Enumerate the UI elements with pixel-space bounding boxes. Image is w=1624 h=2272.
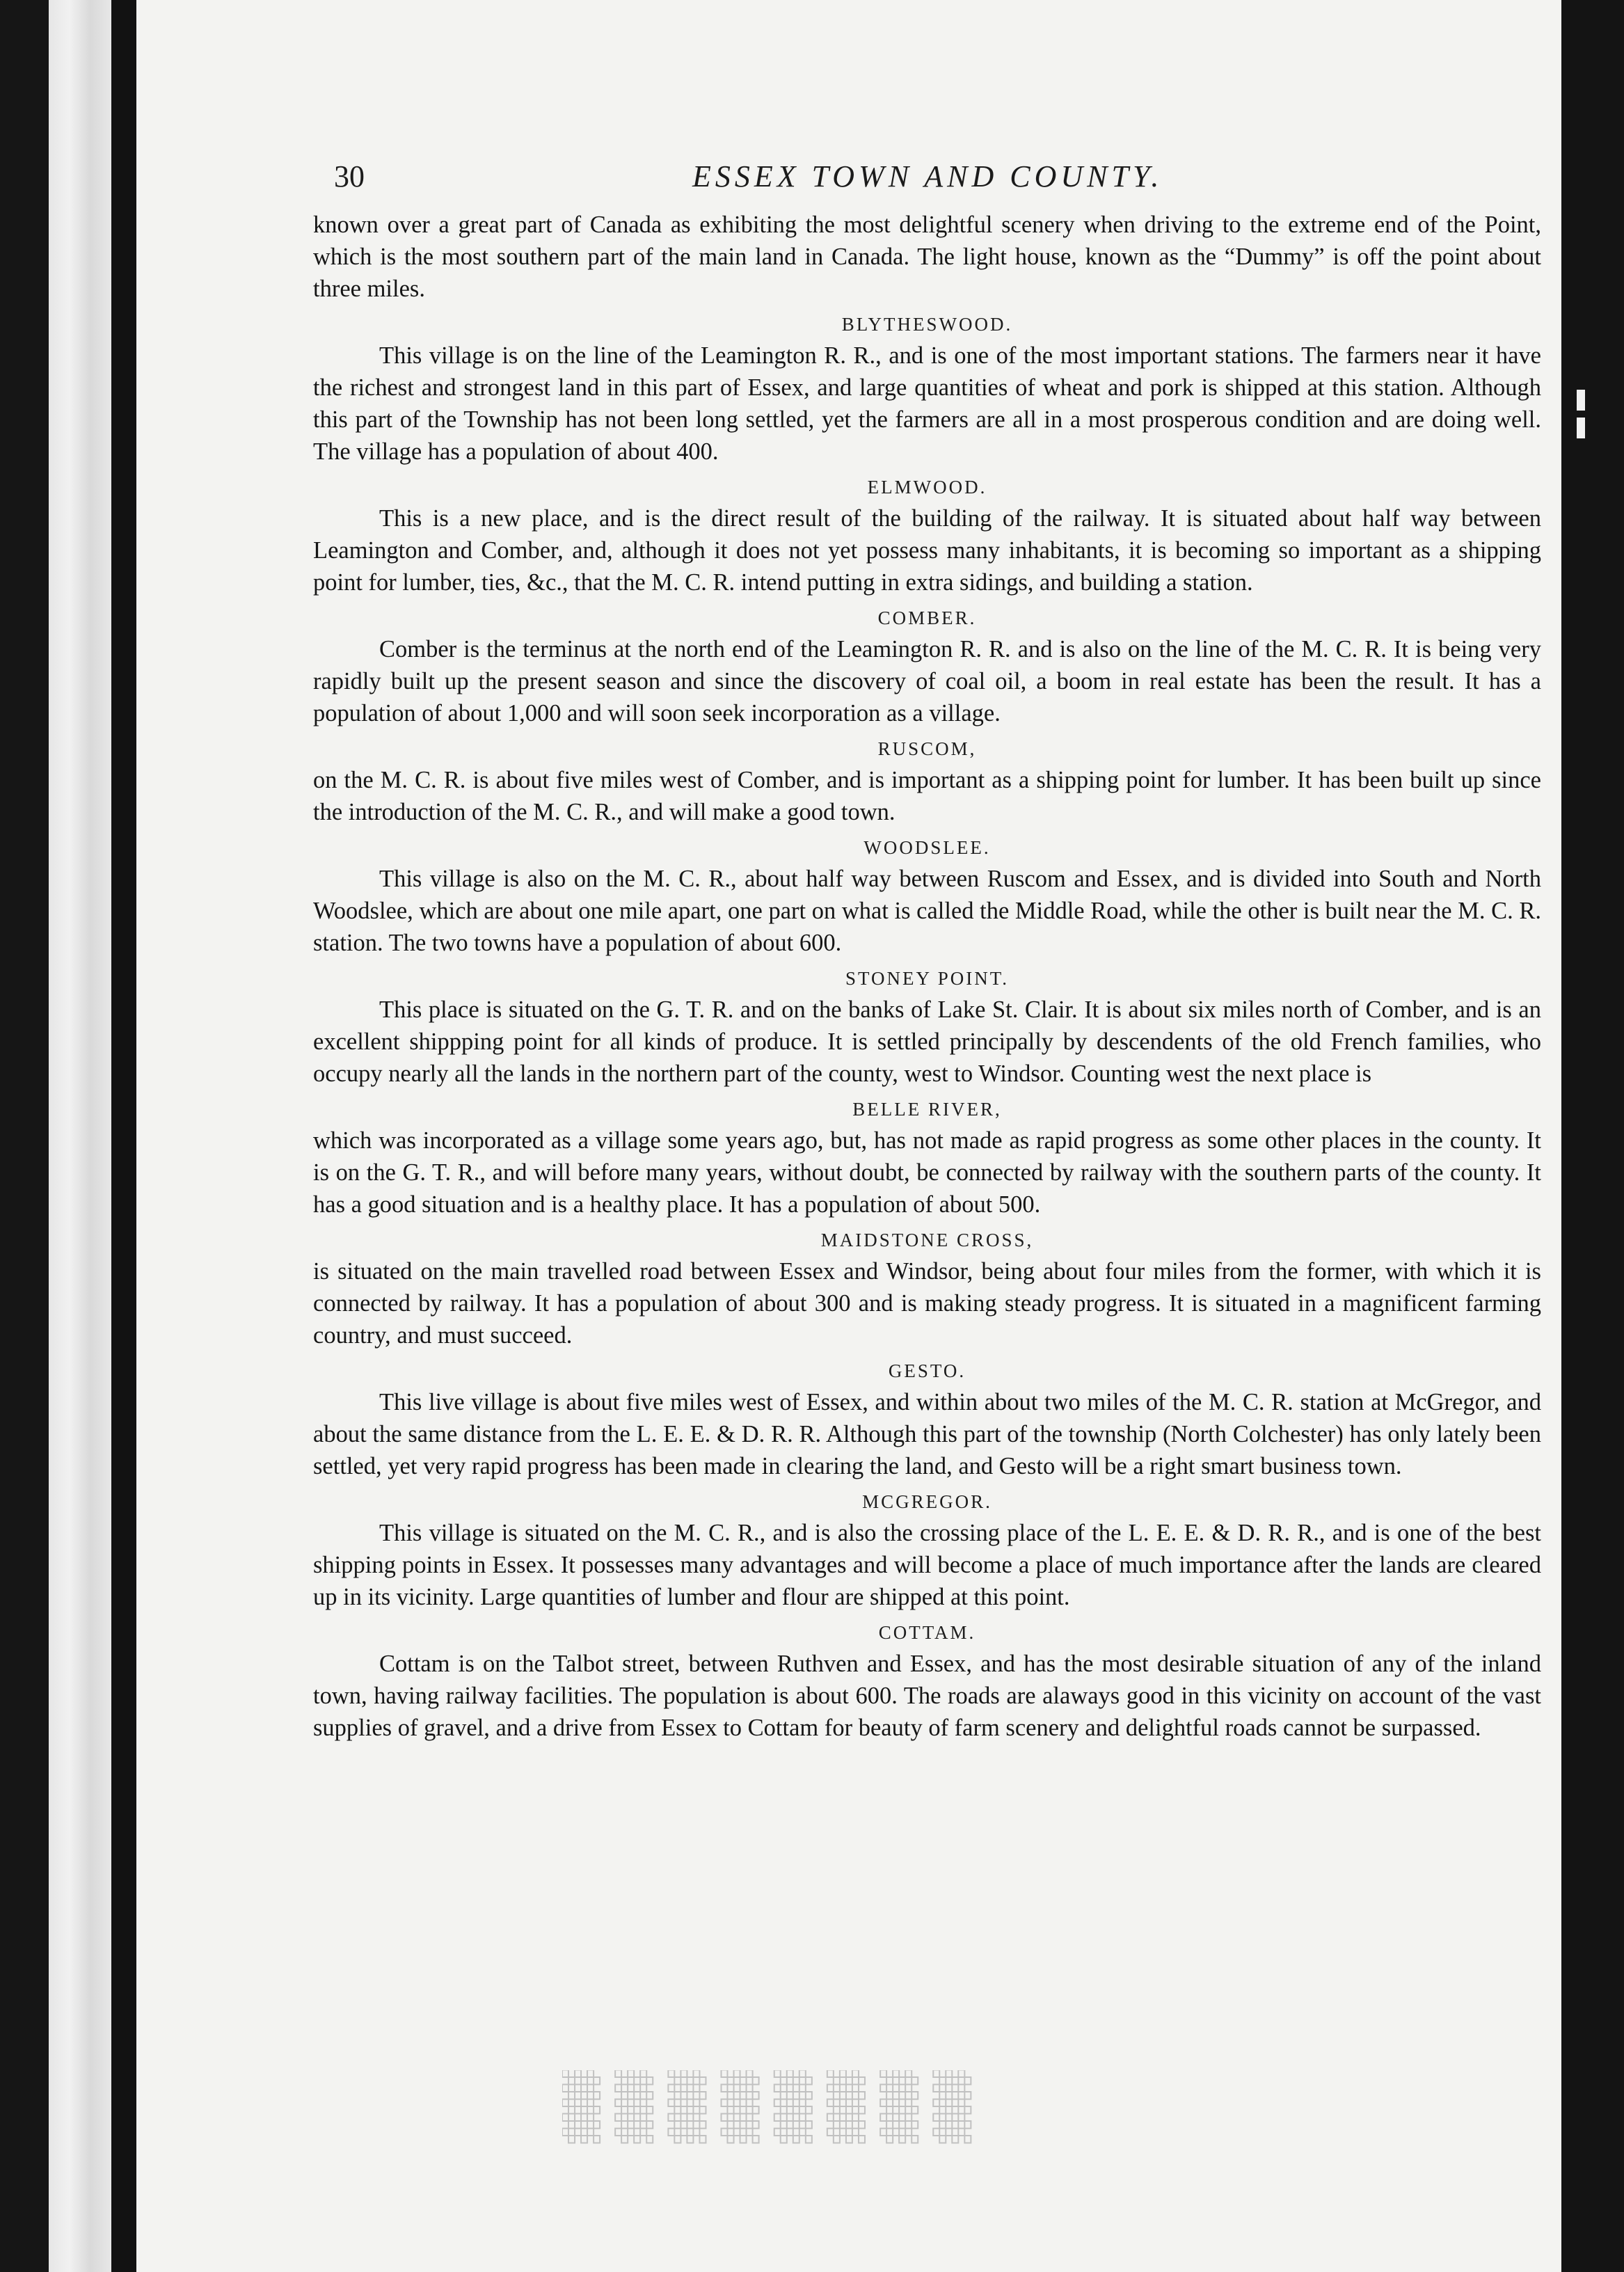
edge-mark: [1577, 418, 1585, 438]
page-number: 30: [334, 159, 365, 193]
heading-elmwood: ELMWOOD.: [867, 477, 987, 498]
paragraph-gesto: This live village is about five miles west of Essex, and within about two miles of the M. C. R. station at McGregor, and about the same distance from the L. E. E. & D. R. R. Although this part of the township (North Colchester) has only lately been settled, yet very rapid progress has been made in clearing the land, and Gesto will be a right smart business town.: [313, 1389, 1541, 1479]
paragraph-point-continued: known over a great part of Canada as exhibiting the most delightful scenery when driving to the extreme end of the Point, which is the most southern part of the main land in Canada. The light house, known as the “Dummy” is off the point about three miles.: [313, 212, 1541, 302]
running-head: ESSEX TOWN AND COUNTY.: [692, 159, 1163, 193]
heading-ruscom: RUSCOM,: [877, 738, 977, 759]
heading-cottam: COTTAM.: [878, 1622, 976, 1643]
page-binding-strip: [49, 0, 118, 2272]
heading-woodslee: WOODSLEE.: [863, 837, 991, 858]
edge-marks: [1577, 0, 1598, 2272]
paragraph-comber: Comber is the terminus at the north end of the Leamington R. R. and is also on the line of the M. C. R. It is being very rapidly built up the present season and since the discovery of coal oil, a boom in real estate has been the result. It has a population of about 1,000 and will soon seek incorporation as a village.: [313, 636, 1541, 726]
heading-blytheswood: BLYTHESWOOD.: [841, 314, 1013, 335]
heading-mcgregor: MCGREGOR.: [862, 1491, 992, 1512]
paragraph-cottam: Cottam is on the Talbot street, between Ruthven and Essex, and has the most desirable situation of any of the inland town, having railway facilities. The population is about 600. The roads are alaways good in this vicinity on account of the vast supplies of gravel, and a drive from Essex to Cottam for beauty of farm scenery and delightful roads cannot be surpassed.: [313, 1651, 1541, 1741]
paragraph-belle-river: which was incorporated as a village some years ago, but, has not made as rapid progress as some other places in the county. It is on the G. T. R., and will before many years, without doubt, be connected by railway with the southern parts of the county. It has a good situation and is a healthy place. It has a population of about 500.: [313, 1127, 1541, 1218]
page-body: [313, 209, 1541, 1744]
heading-comber: COMBER.: [877, 607, 977, 628]
paragraph-stoney-point: This place is situated on the G. T. R. and on the banks of Lake St. Clair. It is about six miles north of Comber, and is an excellent shippping point for all kinds of produce. It is settled principally by descendents of the old French families, who occupy nearly all the lands in the northern part of the county, west to Windsor. Counting west the next place is: [313, 996, 1541, 1087]
heading-stoney-point: STONEY POINT.: [845, 968, 1009, 989]
paragraph-maidstone-cross: is situated on the main travelled road between Essex and Windsor, being about four miles from the former, with which it is connected by railway. It has a population of about 300 and is making steady progress. It is situated in a magnificent farming country, and must succeed.: [313, 1258, 1541, 1349]
paragraph-elmwood: This is a new place, and is the direct result of the building of the railway. It is situated about half way between Leamington and Comber, and, although it does not yet possess many inhabitants, it is becoming so important as a shipping point for lumber, ties, &c., that the M. C. R. intend putting in extra sidings, and building a station.: [313, 505, 1541, 596]
scan-left-edge: [0, 0, 49, 2272]
paragraph-ruscom: on the M. C. R. is about five miles west of Comber, and is important as a shipping point for lumber. It has been built up since the introduction of the M. C. R., and will make a good town.: [313, 767, 1541, 825]
paragraph-woodslee: This village is also on the M. C. R., about half way between Ruscom and Essex, and is divided into South and North Woodslee, which are about one mile apart, one part on what is called the Middle Road, while the other is built near the M. C. R. station. The two towns have a population of about 600.: [313, 866, 1541, 956]
page-header: [334, 152, 1211, 207]
heading-belle-river: BELLE RIVER,: [852, 1099, 1002, 1120]
heading-gesto: GESTO.: [888, 1360, 966, 1381]
paragraph-mcgregor: This village is situated on the M. C. R., and is also the crossing place of the L. E. E. & D. R. R., and is one of the best shipping points in Essex. It possesses many advantages and will become a place of much importance after the lands are cleared up in its vicinity. Large quantities of lumber and flour are shipped at this point.: [313, 1520, 1541, 1610]
edge-mark: [1577, 390, 1585, 411]
perforated-stamp-mark: ▒▒▒▒▒▒▒▒: [562, 2070, 987, 2143]
heading-maidstone-cross: MAIDSTONE CROSS,: [820, 1230, 1034, 1250]
binding-shadow: [111, 0, 136, 2272]
paragraph-blytheswood: This village is on the line of the Leamington R. R., and is one of the most important stations. The farmers near it have the richest and strongest land in this part of Essex, and large quantities of wheat and pork is shipped at this station. Although this part of the Township has not been long settled, yet the farmers are all in a most prosperous condition and are doing well. The village has a population of about 400.: [313, 342, 1541, 465]
